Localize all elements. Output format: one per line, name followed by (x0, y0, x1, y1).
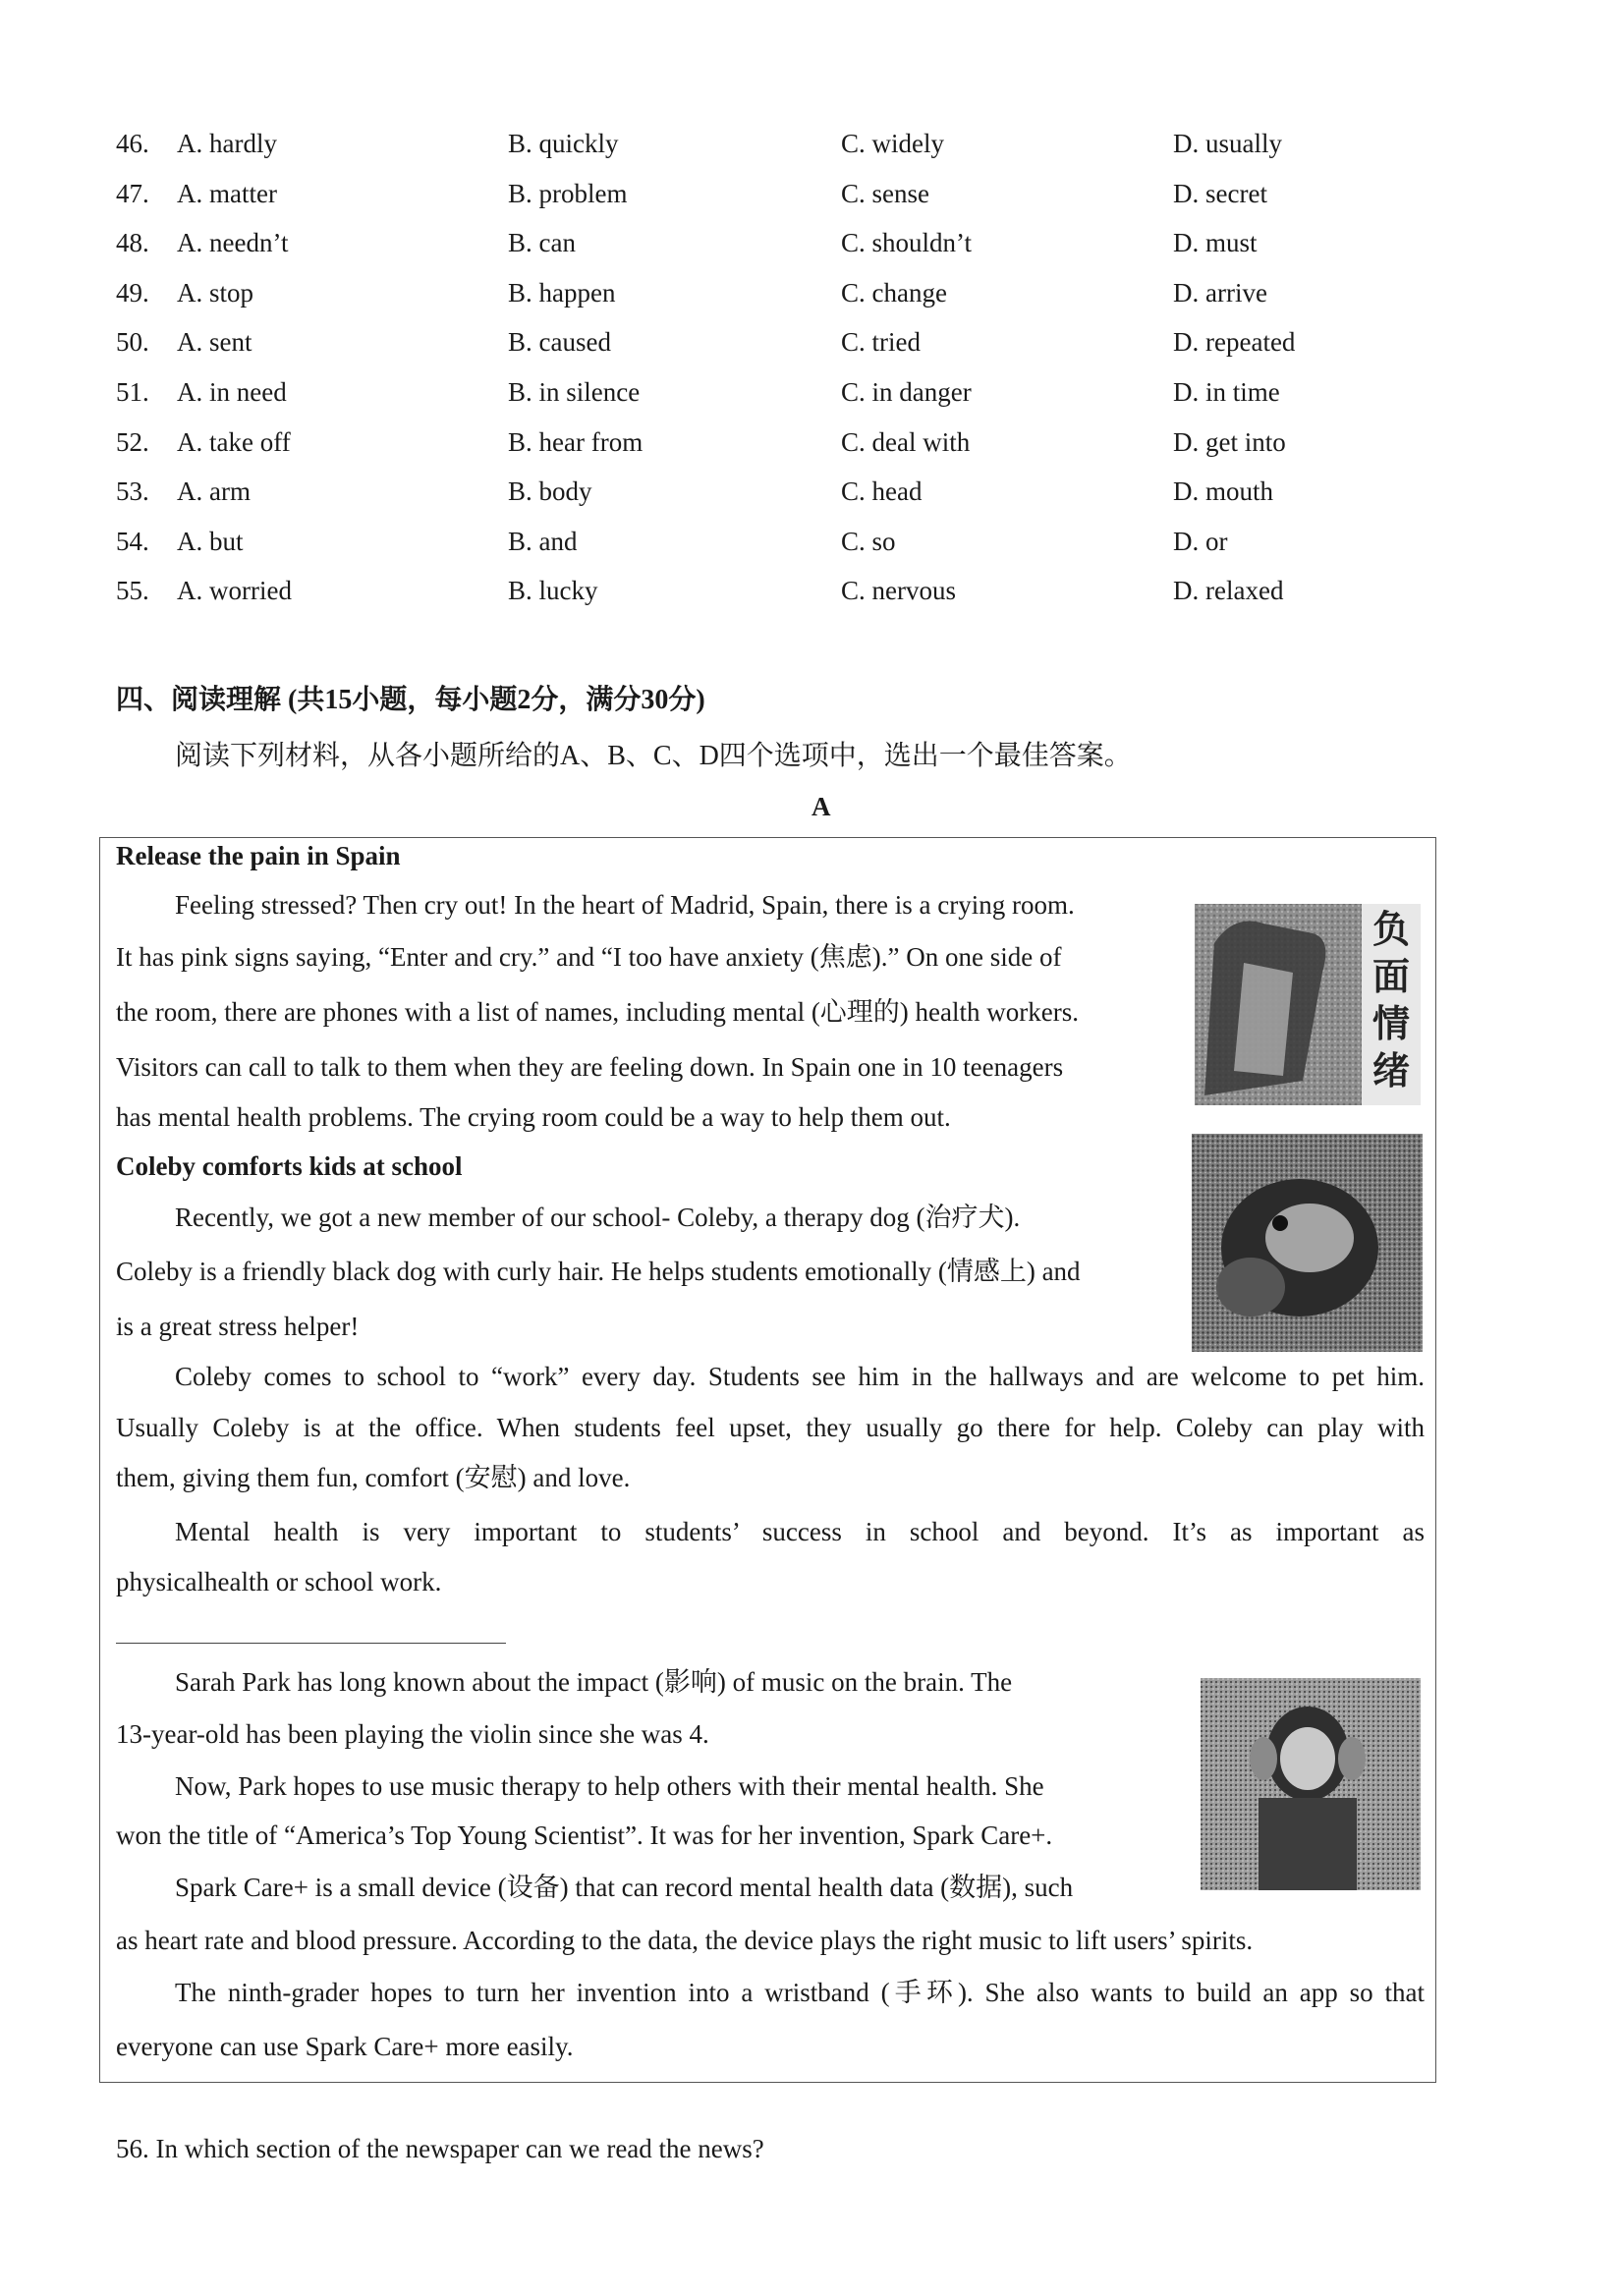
therapy-dog-photo (1162, 1130, 1425, 1355)
crying-room-photo (1165, 884, 1427, 1114)
paragraph-line: Usually Coleby is at the office. When students feel upset, they usually go there for help. Coleby can play with (116, 1413, 1425, 1442)
option-d: D. in time (1173, 377, 1280, 407)
option-c: C. so (841, 527, 896, 556)
paragraph-line: Recently, we got a new member of our school- Coleby, a therapy dog (治疗犬). (175, 1203, 1021, 1232)
option-c: C. sense (841, 179, 929, 208)
question-number: 48. (116, 228, 149, 257)
section-divider (116, 1643, 506, 1644)
option-c: C. change (841, 278, 947, 308)
question-number: 53. (116, 476, 149, 506)
option-c: C. head (841, 476, 923, 506)
paragraph-line: Feeling stressed? Then cry out! In the heart of Madrid, Spain, there is a crying room. (175, 890, 1075, 920)
option-b: B. lucky (508, 576, 598, 605)
option-d: D. relaxed (1173, 576, 1284, 605)
option-a: A. needn’t (177, 228, 289, 257)
paragraph-line: has mental health problems. The crying room could be a way to help them out. (116, 1102, 951, 1132)
option-a: A. stop (177, 278, 254, 308)
option-b: B. can (508, 228, 576, 257)
section-title: 四、阅读理解 (共15小题，每小题2分，满分30分) (116, 685, 705, 715)
paragraph-line: Spark Care+ is a small device (设备) that can record mental health data (数据), such (175, 1873, 1074, 1902)
option-a: A. in need (177, 377, 287, 407)
option-c: C. in danger (841, 377, 972, 407)
option-b: B. problem (508, 179, 628, 208)
question-number: 47. (116, 179, 149, 208)
photo-caption: 负面情绪 (1371, 908, 1410, 1092)
paragraph-line: Coleby comes to school to “work” every day. Students see him in the hallways and are welcome to pet him. (175, 1362, 1425, 1391)
option-d: D. must (1173, 228, 1258, 257)
option-b: B. and (508, 527, 578, 556)
option-b: B. hear from (508, 427, 644, 457)
option-a: A. take off (177, 427, 291, 457)
option-b: B. caused (508, 327, 611, 357)
question-number: 52. (116, 427, 149, 457)
paragraph-line: as heart rate and blood pressure. According to the data, the device plays the right music to lift users’ spirits. (116, 1926, 1254, 1955)
question-number: 51. (116, 377, 149, 407)
option-b: B. body (508, 476, 592, 506)
option-d: D. arrive (1173, 278, 1267, 308)
part-label: A (812, 792, 831, 821)
heading-coleby: Coleby comforts kids at school (116, 1151, 463, 1181)
option-d: D. get into (1173, 427, 1286, 457)
question-number: 49. (116, 278, 149, 308)
paragraph-line: 13-year-old has been playing the violin since she was 4. (116, 1719, 709, 1749)
paragraph-line: physicalhealth or school work. (116, 1567, 442, 1596)
option-d: D. repeated (1173, 327, 1296, 357)
paragraph-line: Sarah Park has long known about the impact (影响) of music on the brain. The (175, 1667, 1013, 1697)
option-c: C. deal with (841, 427, 971, 457)
option-a: A. sent (177, 327, 252, 357)
option-a: A. arm (177, 476, 251, 506)
paragraph-line: Now, Park hopes to use music therapy to help others with their mental health. She (175, 1771, 1044, 1801)
paragraph-line: won the title of “America’s Top Young Scientist”. It was for her invention, Spark Care+. (116, 1820, 1053, 1850)
option-a: A. matter (177, 179, 277, 208)
paragraph-line: It has pink signs saying, “Enter and cry.” and “I too have anxiety (焦虑).” On one side of (116, 942, 1062, 972)
option-c: C. nervous (841, 576, 956, 605)
option-c: C. tried (841, 327, 921, 357)
option-d: D. or (1173, 527, 1228, 556)
option-a: A. hardly (177, 129, 277, 158)
option-b: B. in silence (508, 377, 641, 407)
option-d: D. secret (1173, 179, 1267, 208)
paragraph-line: everyone can use Spark Care+ more easily. (116, 2032, 574, 2061)
paragraph-line: is a great stress helper! (116, 1312, 360, 1341)
option-c: C. widely (841, 129, 944, 158)
option-d: D. mouth (1173, 476, 1274, 506)
option-b: B. happen (508, 278, 616, 308)
question-number: 54. (116, 527, 149, 556)
question-number: 46. (116, 129, 149, 158)
paragraph-line: Coleby is a friendly black dog with curly hair. He helps students emotionally (情感上) and (116, 1257, 1081, 1286)
paragraph-line: The ninth-grader hopes to turn her invention into a wristband (手环). She also wants to build an app so that (175, 1978, 1425, 2007)
question-number: 50. (116, 327, 149, 357)
paragraph-line: them, giving them fun, comfort (安慰) and love. (116, 1463, 631, 1492)
option-a: A. but (177, 527, 244, 556)
paragraph-line: the room, there are phones with a list of names, including mental (心理的) health workers. (116, 997, 1079, 1027)
sarah-park-photo (1165, 1660, 1425, 1894)
question-number: 55. (116, 576, 149, 605)
paragraph-line: Mental health is very important to students’ success in school and beyond. It’s as important as (175, 1517, 1425, 1546)
heading-release-the-pain: Release the pain in Spain (116, 841, 401, 870)
section-instruction: 阅读下列材料，从各小题所给的A、B、C、D四个选项中，选出一个最佳答案。 (175, 741, 1132, 771)
option-a: A. worried (177, 576, 292, 605)
question-56: 56. In which section of the newspaper can we read the news? (116, 2134, 764, 2163)
paragraph-line: Visitors can call to talk to them when they are feeling down. In Spain one in 10 teenagers (116, 1052, 1064, 1082)
option-d: D. usually (1173, 129, 1282, 158)
option-b: B. quickly (508, 129, 619, 158)
option-c: C. shouldn’t (841, 228, 973, 257)
